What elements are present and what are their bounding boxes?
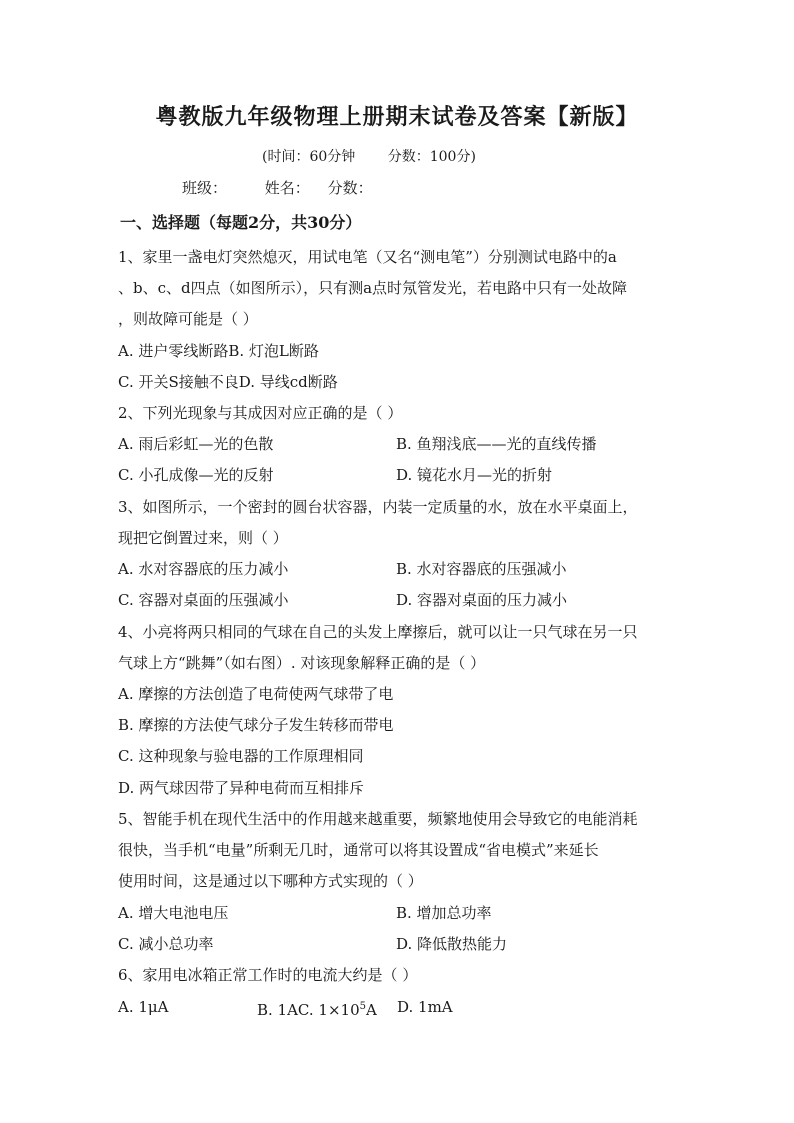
q5-option-c: C. 减小总功率: [118, 935, 214, 953]
q6-options-bc-text: B. 1AC. 1×10: [257, 1001, 360, 1019]
q2-option-a: A. 雨后彩虹—光的色散: [118, 435, 274, 453]
q3-line1: 3、如图所示，一个密封的圆台状容器，内装一定质量的水，放在水平桌面上，: [118, 498, 638, 516]
q1-options-cd: C. 开关S接触不良D. 导线cd断路: [118, 373, 338, 391]
name-label: 姓名：: [264, 179, 310, 197]
q5-option-d: D. 降低散热能力: [396, 935, 508, 953]
q6-stem: 6、家用电冰箱正常工作时的电流大约是（ ）: [118, 966, 418, 984]
q4-line1: 4、小亮将两只相同的气球在自己的头发上摩擦后，就可以让一只气球在另一只: [118, 623, 638, 641]
score-label: 分数：: [327, 179, 373, 197]
q5-line2: 很快，当手机“电量”所剩无几时，通常可以将其设置成“省电模式”来延长: [118, 841, 599, 859]
section-heading: 一、选择题（每题2分，共30分）: [120, 213, 362, 232]
q2-option-c: C. 小孔成像—光的反射: [118, 466, 274, 484]
q6-unit: A: [366, 1001, 377, 1019]
q4-option-a: A. 摩擦的方法创造了电荷使两气球带了电: [118, 685, 394, 703]
q1-line3: ，则故障可能是（ ）: [118, 310, 258, 328]
q3-option-d: D. 容器对桌面的压力减小: [396, 591, 568, 609]
q3-option-a: A. 水对容器底的压力减小: [118, 560, 289, 578]
q4-option-d: D. 两气球因带了异种电荷而互相排斥: [118, 779, 365, 797]
page-title: 粤教版九年级物理上册期末试卷及答案【新版】: [155, 104, 639, 130]
q2-option-d: D. 镜花水月—光的折射: [396, 466, 553, 484]
q6-exponent: 5: [359, 1001, 366, 1012]
q1-line1: 1、家里一盏电灯突然熄灭，用试电笔（又名“测电笔”）分别测试电路中的a: [118, 248, 617, 266]
student-info: [182, 177, 373, 198]
q5-line1: 5、智能手机在现代生活中的作用越来越重要，频繁地使用会导致它的电能消耗: [118, 810, 638, 828]
q6-option-d: D. 1mA: [397, 998, 453, 1016]
q3-line2: 现把它倒置过来，则（ ）: [118, 529, 288, 547]
q2-stem: 2、下列光现象与其成因对应正确的是（ ）: [118, 404, 403, 422]
q4-line2: 气球上方“跳舞”（如右图）. 对该现象解释正确的是（ ）: [118, 654, 486, 672]
q5-option-b: B. 增加总功率: [396, 904, 492, 922]
class-label: 班级：: [182, 179, 228, 197]
q3-option-c: C. 容器对桌面的压强减小: [118, 591, 289, 609]
q4-option-b: B. 摩擦的方法使气球分子发生转移而带电: [118, 716, 394, 734]
q2-option-b: B. 鱼翔浅底——光的直线传播: [396, 435, 597, 453]
q6-options-bc: [257, 997, 377, 1020]
q5-line3: 使用时间，这是通过以下哪种方式实现的（ ）: [118, 872, 423, 890]
q3-option-b: B. 水对容器底的压强减小: [396, 560, 567, 578]
q5-option-a: A. 增大电池电压: [118, 904, 229, 922]
time-limit: (时间：60分钟: [262, 149, 356, 165]
q4-option-c: C. 这种现象与验电器的工作原理相同: [118, 747, 364, 765]
q1-line2: 、b、c、d四点（如图所示），只有测a点时氖管发光，若电路中只有一处故障: [118, 279, 628, 297]
exam-meta: [262, 146, 504, 166]
q1-options-ab: A. 进户零线断路B. 灯泡L断路: [118, 342, 319, 360]
q6-option-a: A. 1μA: [118, 998, 169, 1016]
total-score: 分数：100分): [387, 149, 476, 165]
